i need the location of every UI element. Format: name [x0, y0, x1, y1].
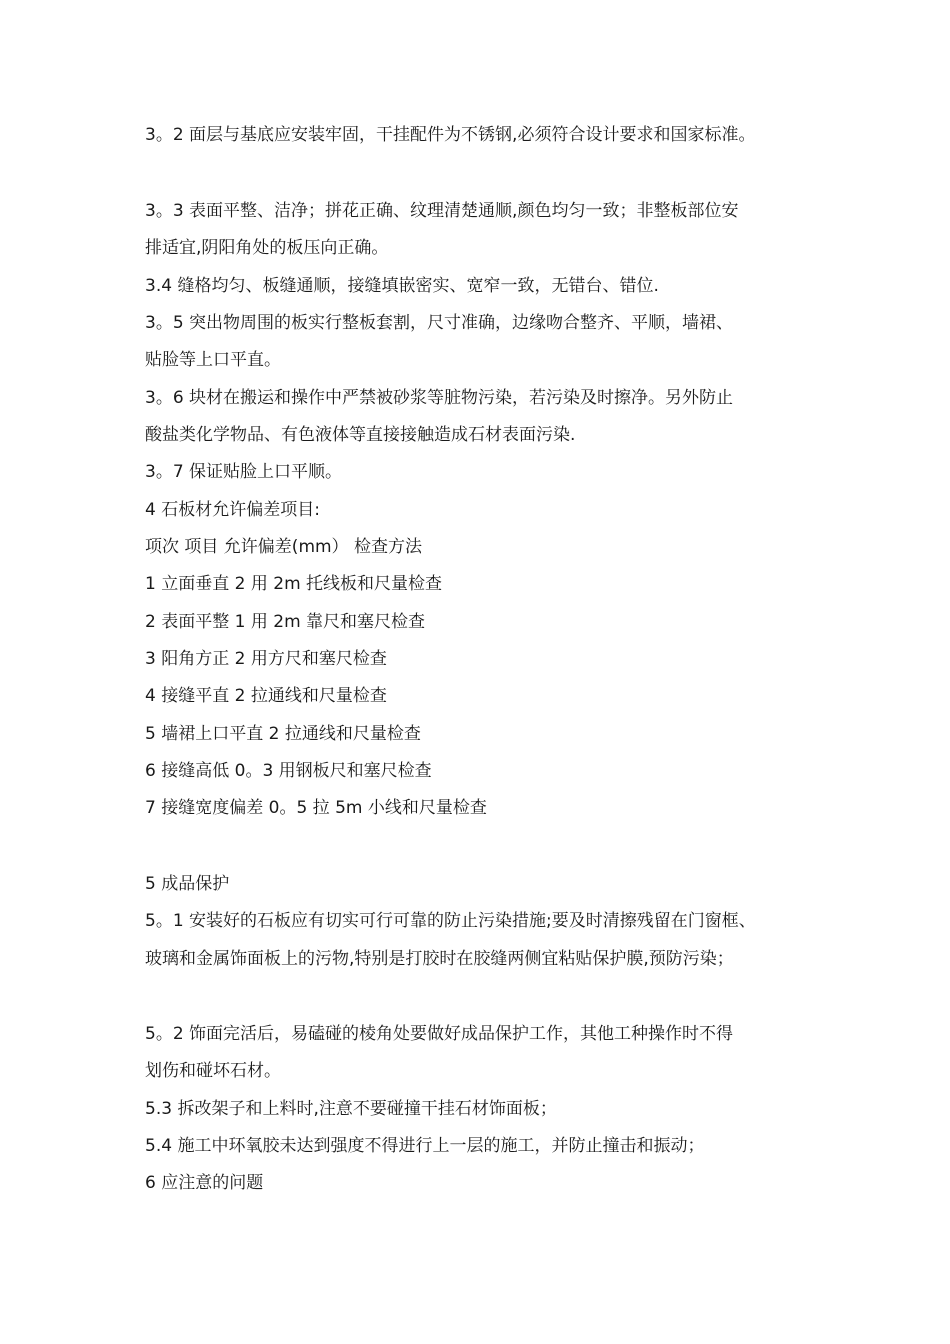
tolerance-row-6: 6 接缝高低 0。3 用钢板尺和塞尺检查 [145, 761, 432, 781]
clause-5-4: 5.4 施工中环氧胶未达到强度不得进行上一层的施工，并防止撞击和振动； [145, 1136, 705, 1156]
clause-5-2-line-2: 划伤和碰坏石材。 [145, 1061, 281, 1081]
clause-3-3-line-1: 3。3 表面平整、洁净；拼花正确、纹理清楚通顺,颜色均匀一致；非整板部位安 [145, 201, 739, 221]
clause-5-3: 5.3 拆改架子和上料时,注意不要碰撞干挂石材饰面板； [145, 1099, 557, 1119]
clause-3-6-line-2: 酸盐类化学物品、有色液体等直接接触造成石材表面污染. [145, 425, 576, 445]
clause-3-5-line-2: 贴脸等上口平直。 [145, 350, 281, 370]
clause-3-6-line-1: 3。6 块材在搬运和操作中严禁被砂浆等脏物污染，若污染及时擦净。另外防止 [145, 388, 734, 408]
clause-5-1-line-1: 5。1 安装好的石板应有切实可行可靠的防止污染措施;要及时清擦残留在门窗框、 [145, 911, 756, 931]
section-4-heading: 4 石板材允许偏差项目: [145, 500, 320, 520]
clause-3-5-line-1: 3。5 突出物周围的板实行整板套割，尺寸准确，边缘吻合整齐、平顺，墙裙、 [145, 313, 734, 333]
tolerance-row-1: 1 立面垂直 2 用 2m 托线板和尺量检查 [145, 574, 443, 594]
clause-3-7: 3。7 保证贴脸上口平顺。 [145, 462, 343, 482]
clause-3-3-line-2: 排适宜,阴阳角处的板压向正确。 [145, 238, 389, 258]
tolerance-row-3: 3 阳角方正 2 用方尺和塞尺检查 [145, 649, 387, 669]
tolerance-row-5: 5 墙裙上口平直 2 拉通线和尺量检查 [145, 724, 421, 744]
clause-3-4: 3.4 缝格均匀、板缝通顺，接缝填嵌密实、宽窄一致，无错台、错位. [145, 276, 659, 296]
section-6-heading: 6 应注意的问题 [145, 1173, 264, 1193]
tolerance-row-7: 7 接缝宽度偏差 0。5 拉 5m 小线和尺量检查 [145, 798, 487, 818]
clause-5-1-line-2: 玻璃和金属饰面板上的污物,特别是打胶时在胶缝两侧宜粘贴保护膜,预防污染； [145, 949, 734, 969]
tolerance-row-4: 4 接缝平直 2 拉通线和尺量检查 [145, 686, 387, 706]
tolerance-table-header: 项次 项目 允许偏差(mm） 检查方法 [145, 537, 422, 557]
clause-5-2-line-1: 5。2 饰面完活后，易磕碰的棱角处要做好成品保护工作，其他工种操作时不得 [145, 1024, 734, 1044]
section-5-heading: 5 成品保护 [145, 874, 230, 894]
clause-3-2: 3。2 面层与基底应安装牢固，干挂配件为不锈钢,必须符合设计要求和国家标准。 [145, 125, 756, 145]
tolerance-row-2: 2 表面平整 1 用 2m 靠尺和塞尺检查 [145, 612, 426, 632]
